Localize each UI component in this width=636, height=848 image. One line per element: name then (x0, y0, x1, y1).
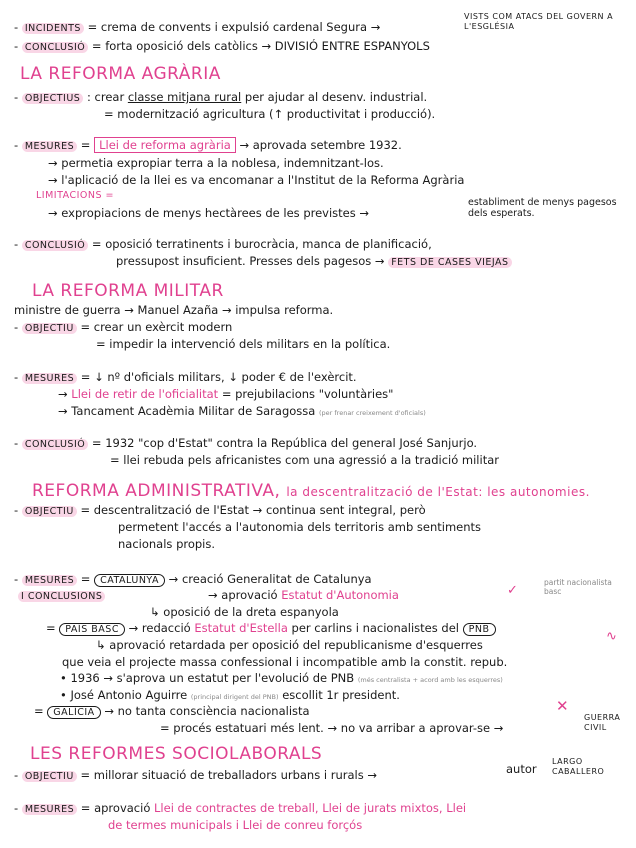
agrarian-objectives-2: = modernització agricultura (↑ productivitat i producció). (104, 107, 436, 121)
heading-military-reform: LA REFORMA MILITAR (32, 281, 224, 301)
agrarian-limitations-label: LIMITACIONS = (36, 190, 115, 201)
pnb-oval: PNB (463, 623, 496, 636)
conclusion-key-1: CONCLUSIÓ (22, 42, 88, 53)
military-measures: - MESURES = ↓ nº d'oficials militars, ↓ poder € de l'exèrcit. (14, 370, 357, 384)
admin-measures-key: MESURES (22, 575, 77, 586)
cases-viejas-highlight: FETS DE CASES VIEJAS (388, 257, 511, 268)
catalunya-oval: CATALUNYA (94, 574, 165, 587)
labour-measures-text: = aprovació (80, 801, 151, 815)
pais-basc-2: ↳ aprovació retardada per oposició del republicanisme d'esquerres (96, 638, 483, 652)
heading-administrative-reform (32, 481, 590, 501)
admin-measures-eq: = (80, 572, 91, 586)
agrarian-objectives-post: per ajudar al desenv. industrial. (244, 90, 428, 104)
military-retirement-law: Llei de retir de l'oficialitat (71, 387, 219, 401)
agrarian-measures: - MESURES = Llei de reforma agrària → aprovada setembre 1932. (14, 138, 402, 152)
agrarian-conclusion: - CONCLUSIÓ = oposició terratinents i burocràcia, manca de planificació, (14, 237, 432, 251)
agrarian-measure-1: → permetia expropiar terra a la noblesa, indemnitzant-los. (48, 156, 384, 170)
military-objective-text: = crear un exèrcit modern (80, 320, 233, 334)
check-icon: ✓ (507, 583, 518, 598)
military-conclusion-2: = llei rebuda pels africanistes com una agressió a la tradició militar (110, 453, 499, 467)
admin-objective-3: nacionals propis. (118, 537, 216, 551)
labour-laws: Llei de contractes de treball, Llei de jurats mixtos, Llei (154, 801, 467, 815)
labour-measures: - MESURES = aprovació Llei de contractes de treball, Llei de jurats mixtos, Llei (14, 801, 467, 815)
galicia-eq: = (34, 704, 44, 718)
pais-basc-4 (60, 671, 503, 687)
admin-conclusions-key: I CONCLUSIONS (18, 591, 105, 602)
catalunya-approval-text: → aprovació (208, 588, 278, 602)
pnb-side-note: partit nacionalista basc (544, 578, 612, 596)
wave-icon: ∿ (606, 629, 617, 644)
cross-icon: ✕ (556, 697, 569, 715)
agrarian-conclusion-text: = oposició terratinents i burocràcia, manca de planificació, (91, 237, 432, 251)
admin-objective-text: = descentralització de l'Estat → continua sent integral, però (80, 503, 426, 517)
agrarian-limitation-1: → expropiacions de menys hectàrees de les previstes → (48, 206, 370, 220)
galicia-text: → no tanta consciència nacionalista (104, 704, 310, 718)
labour-objective-key: OBJECTIU (22, 771, 77, 782)
labour-measures-key: MESURES (22, 804, 77, 815)
catalunya-approval (208, 588, 399, 602)
admin-objective-key: OBJECTIU (22, 506, 77, 517)
military-measure-2 (58, 404, 426, 420)
admin-measures: - MESURES = CATALUNYA → creació Generalitat de Catalunya (14, 572, 372, 586)
labour-laws-2: de termes municipals i Llei de conreu forçós (108, 818, 363, 832)
heading-administrative-reform-title: REFORMA ADMINISTRATIVA, (32, 481, 281, 501)
pais-basc-line (46, 621, 496, 637)
conclusion-text-1: = forta oposició dels catòlics → DIVISIÓ ENTRE ESPANYOLS (91, 39, 430, 53)
agrarian-measures-eq: = (80, 138, 91, 152)
largo-caballero-label: LARGO CABALLERO (552, 757, 605, 776)
incidents-line: - INCIDENTS = crema de convents i expulsió cardenal Segura → (14, 20, 381, 34)
military-measures-text: = ↓ nº d'oficials militars, ↓ poder € de l'exèrcit. (80, 370, 357, 384)
agrarian-law-box: Llei de reforma agrària (94, 137, 236, 153)
pais-basc-4-note: (més centralista + acord amb les esquerres) (357, 676, 503, 684)
military-measure-1-arrow: → (58, 387, 68, 401)
incidents-text: = crema de convents i expulsió cardenal Segura → (87, 20, 381, 34)
pais-basc-oval: PAÍS BASC (59, 623, 125, 636)
galicia-oval: GALÍCIA (47, 706, 100, 719)
military-objective-2: = impedir la intervenció dels militars en la política. (96, 337, 391, 351)
military-measure-1 (58, 387, 393, 401)
military-objective-key: OBJECTIU (22, 323, 77, 334)
agrarian-measure-2: → l'aplicació de la llei es va encomanar a l'Institut de la Reforma Agrària (48, 173, 465, 187)
pais-basc-5 (60, 688, 400, 704)
agrarian-conclusion-2-text: pressupost insuficient. Presses dels pagesos → (116, 254, 385, 268)
military-measures-key: MESURES (22, 373, 77, 384)
labour-author: autor (506, 762, 537, 776)
pais-basc-5-text: • José Antonio Aguirre (60, 688, 188, 702)
labour-objective-text: = millorar situació de treballadors urbans i rurals → (80, 768, 377, 782)
military-objective: - OBJECTIU = crear un exèrcit modern (14, 320, 233, 334)
pais-basc-eq: = (46, 621, 56, 635)
pais-basc-5-text-2: escollit 1r president. (282, 688, 400, 702)
admin-objective-2: permetent l'accés a l'autonomia dels territoris amb sentiments (118, 520, 482, 534)
military-conclusion-key: CONCLUSIÓ (22, 439, 88, 450)
labour-objective: - OBJECTIU = millorar situació de treballadors urbans i rurals → (14, 768, 377, 782)
heading-labour-reforms: LES REFORMES SOCIOLABORALS (30, 744, 323, 764)
heading-agrarian-reform: LA REFORMA AGRÀRIA (20, 64, 221, 84)
agrarian-measures-key: MESURES (22, 141, 77, 152)
military-conclusion: - CONCLUSIÓ = 1932 "cop d'Estat" contra la República del general José Sanjurjo. (14, 436, 478, 450)
military-measure-1-text: = prejubilacions "voluntàries" (221, 387, 394, 401)
agrarian-measures-post: → aprovada setembre 1932. (239, 138, 402, 152)
agrarian-conclusion-2 (116, 254, 512, 270)
galicia-line (34, 704, 310, 720)
agrarian-conclusion-key: CONCLUSIÓ (22, 240, 88, 251)
admin-conclusions (18, 588, 105, 604)
military-measure-2-note: (per frenar creixement d'oficials) (318, 409, 426, 417)
pais-basc-3: que veia el projecte massa confessional i incompatible amb la constit. repub. (62, 655, 508, 669)
guerra-civil-label: GUERRA CIVIL (584, 713, 621, 732)
pais-basc-4-text: • 1936 → s'aprova un estatut per l'evolució de PNB (60, 671, 355, 685)
agrarian-objectives: - OBJECTIUS : crear classe mitjana rural per ajudar al desenv. industrial. (14, 90, 428, 104)
conclusion-line-1: - CONCLUSIÓ = forta oposició dels catòlics → DIVISIÓ ENTRE ESPANYOLS (14, 39, 430, 53)
galicia-2: = procés estatuari més lent. → no va arribar a aprovar-se → (160, 721, 504, 735)
military-minister: ministre de guerra → Manuel Azaña → impulsa reforma. (14, 303, 334, 317)
pais-basc-text: → redacció (128, 621, 191, 635)
admin-objective: - OBJECTIU = descentralització de l'Estat → continua sent integral, però (14, 503, 426, 517)
estella-statute: Estatut d'Estella (194, 621, 288, 635)
catalunya-opposition: ↳ oposició de la dreta espanyola (150, 605, 339, 619)
agrarian-objectives-pre: : crear (87, 90, 125, 104)
catalunya-text: → creació Generalitat de Catalunya (168, 572, 372, 586)
pais-basc-text-2: per carlins i nacionalistes del (291, 621, 459, 635)
pais-basc-5-note: (principal dirigent del PNB) (190, 693, 279, 701)
agrarian-limitation-result: establiment de menys pagesos dels esperats. (468, 197, 617, 219)
heading-administrative-reform-subtitle: la descentralització de l'Estat: les autonomies. (286, 485, 590, 499)
military-conclusion-text: = 1932 "cop d'Estat" contra la República del general José Sanjurjo. (91, 436, 478, 450)
military-measure-2-text: → Tancament Acadèmia Militar de Saragossa (58, 404, 316, 418)
incidents-result: VISTS COM ATACS DEL GOVERN A L'ESGLÉSIA (464, 12, 614, 31)
incidents-key: INCIDENTS (22, 23, 84, 34)
agrarian-objectives-key: OBJECTIUS (22, 93, 84, 104)
catalunya-statute: Estatut d'Autonomia (281, 588, 399, 602)
agrarian-objectives-underlined: classe mitjana rural (127, 90, 242, 104)
